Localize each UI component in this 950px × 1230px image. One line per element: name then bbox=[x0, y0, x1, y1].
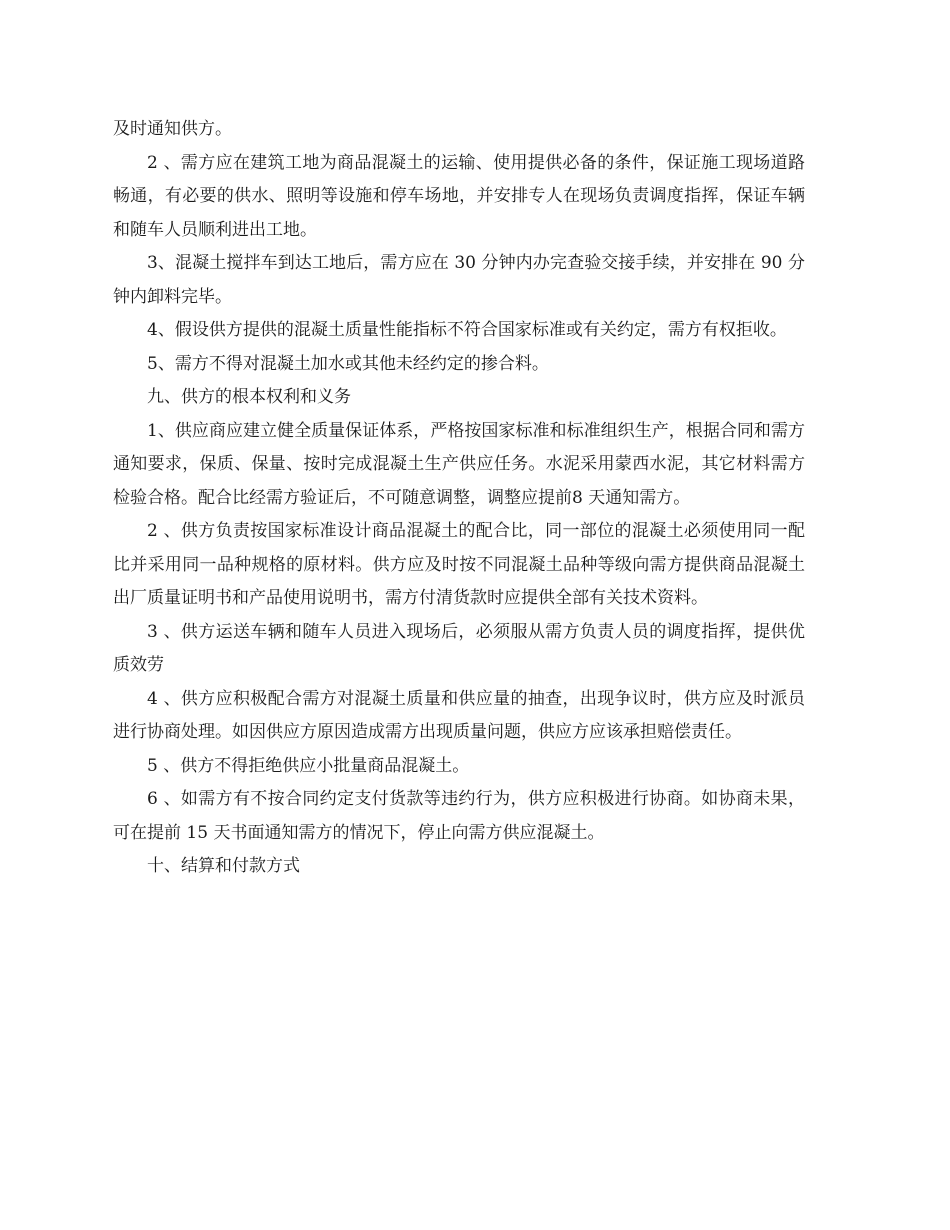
paragraph-buyer-item-2: 2 、需方应在建筑工地为商品混凝土的运输、使用提供必备的条件，保证施工现场道路畅通，有必要的供水、照明等设施和停车场地，并安排专人在现场负责调度指挥，保证车辆和随车人员顺利进出工地。 bbox=[113, 152, 805, 240]
section-heading-9: 九、供方的根本权利和义务 bbox=[147, 387, 351, 407]
paragraph-supplier-item-1: 1、供应商应建立健全质量保证体系，严格按国家标准和标准组织生产，根据合同和需方通知要求，保质、保量、按时完成混凝土生产供应任务。水泥采用蒙西水泥，其它材料需方检验合格。配合比经需方验证后，不可随意调整，调整应提前8 天通知需方。 bbox=[113, 420, 805, 508]
paragraph-supplier-item-5: 5 、供方不得拒绝供应小批量商品混凝土。 bbox=[147, 755, 470, 776]
paragraph-buyer-item-3: 3、混凝土搅拌车到达工地后，需方应在 30 分钟内办完查验交接手续，并安排在 90 分钟内卸料完毕。 bbox=[113, 253, 805, 307]
section-heading-10: 十、结算和付款方式 bbox=[147, 856, 300, 876]
paragraph-buyer-item-4: 4、假设供方提供的混凝土质量性能指标不符合国家标准或有关约定，需方有权拒收。 bbox=[147, 320, 787, 340]
paragraph-supplier-item-4: 4 、供方应积极配合需方对混凝土质量和供应量的抽查，出现争议时，供方应及时派员进行协商处理。如因供应方原因造成需方出现质量问题，供应方应该承担赔偿责任。 bbox=[113, 688, 805, 742]
paragraph-buyer-item-5: 5、需方不得对混凝土加水或其他未经约定的掺合料。 bbox=[147, 353, 549, 374]
paragraph-continuation: 及时通知供方。 bbox=[113, 119, 232, 139]
paragraph-supplier-item-6: 6 、如需方有不按合同约定支付货款等违约行为，供方应积极进行协商。如协商未果，可在提前 15 天书面通知需方的情况下，停止向需方供应混凝土。 bbox=[113, 789, 805, 843]
paragraph-supplier-item-2: 2 、供方负责按国家标准设计商品混凝土的配合比，同一部位的混凝土必须使用同一配比并采用同一品种规格的原材料。供方应及时按不同混凝土品种等级向需方提供商品混凝土出厂质量证明书和产品使用说明书，需方付清货款时应提供全部有关技术资料。 bbox=[113, 521, 805, 608]
document-body bbox=[113, 113, 805, 884]
paragraph-supplier-item-3: 3 、供方运送车辆和随车人员进入现场后，必须服从需方负责人员的调度指挥，提供优质效劳 bbox=[113, 621, 805, 675]
